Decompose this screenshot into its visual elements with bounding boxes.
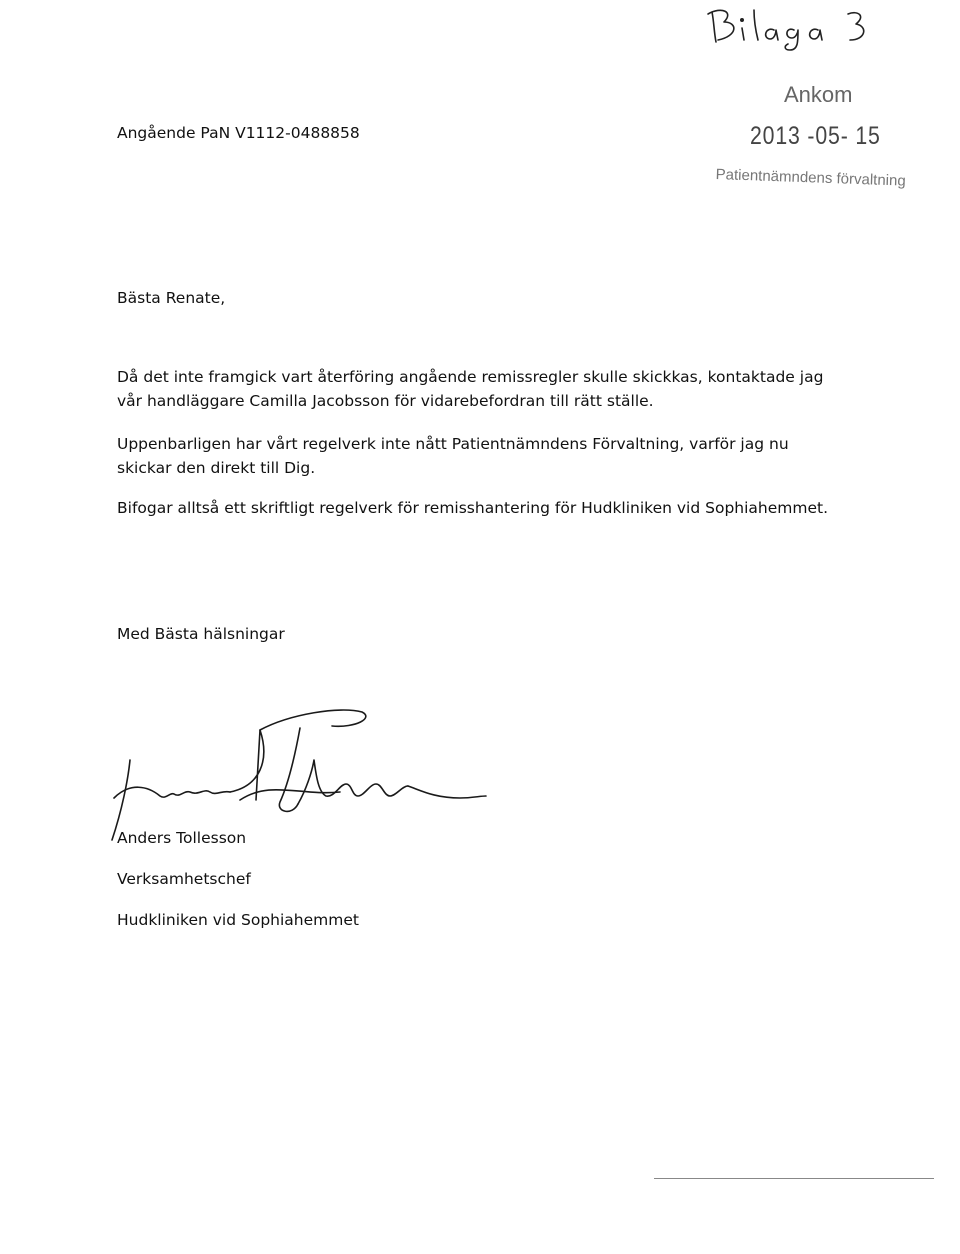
- reference-line: Angående PaN V1112-0488858: [117, 124, 360, 142]
- closing: Med Bästa hälsningar: [117, 625, 285, 643]
- signer-name: Anders Tollesson: [117, 829, 247, 847]
- stamp-title: Ankom: [784, 82, 853, 107]
- footer-divider: [654, 1178, 934, 1179]
- stamp-date: 2013 -05- 15: [750, 122, 881, 150]
- signer-title: Verksamhetschef: [117, 870, 251, 888]
- paragraph-2: Uppenbarligen har vårt regelverk inte nått Patientnämndens Förvaltning, varför jag nu skickar den direkt till Dig.: [117, 435, 789, 477]
- received-stamp: [712, 78, 912, 198]
- handwritten-annotation: [698, 2, 878, 54]
- signer-organization: Hudkliniken vid Sophiahemmet: [117, 911, 359, 929]
- paragraph-3: Bifogar alltså ett skriftligt regelverk för remisshantering för Hudkliniken vid Sophiahemmet.: [117, 499, 829, 517]
- stamp-organization: Patientnämndens förvaltning: [715, 166, 907, 190]
- greeting: Bästa Renate,: [117, 289, 226, 307]
- paragraph-1: Då det inte framgick vart återföring angående remissregler skulle skickkas, kontaktade jag vår handläggare Camilla Jacobsson för vidarebefordran till rätt ställe.: [117, 368, 824, 410]
